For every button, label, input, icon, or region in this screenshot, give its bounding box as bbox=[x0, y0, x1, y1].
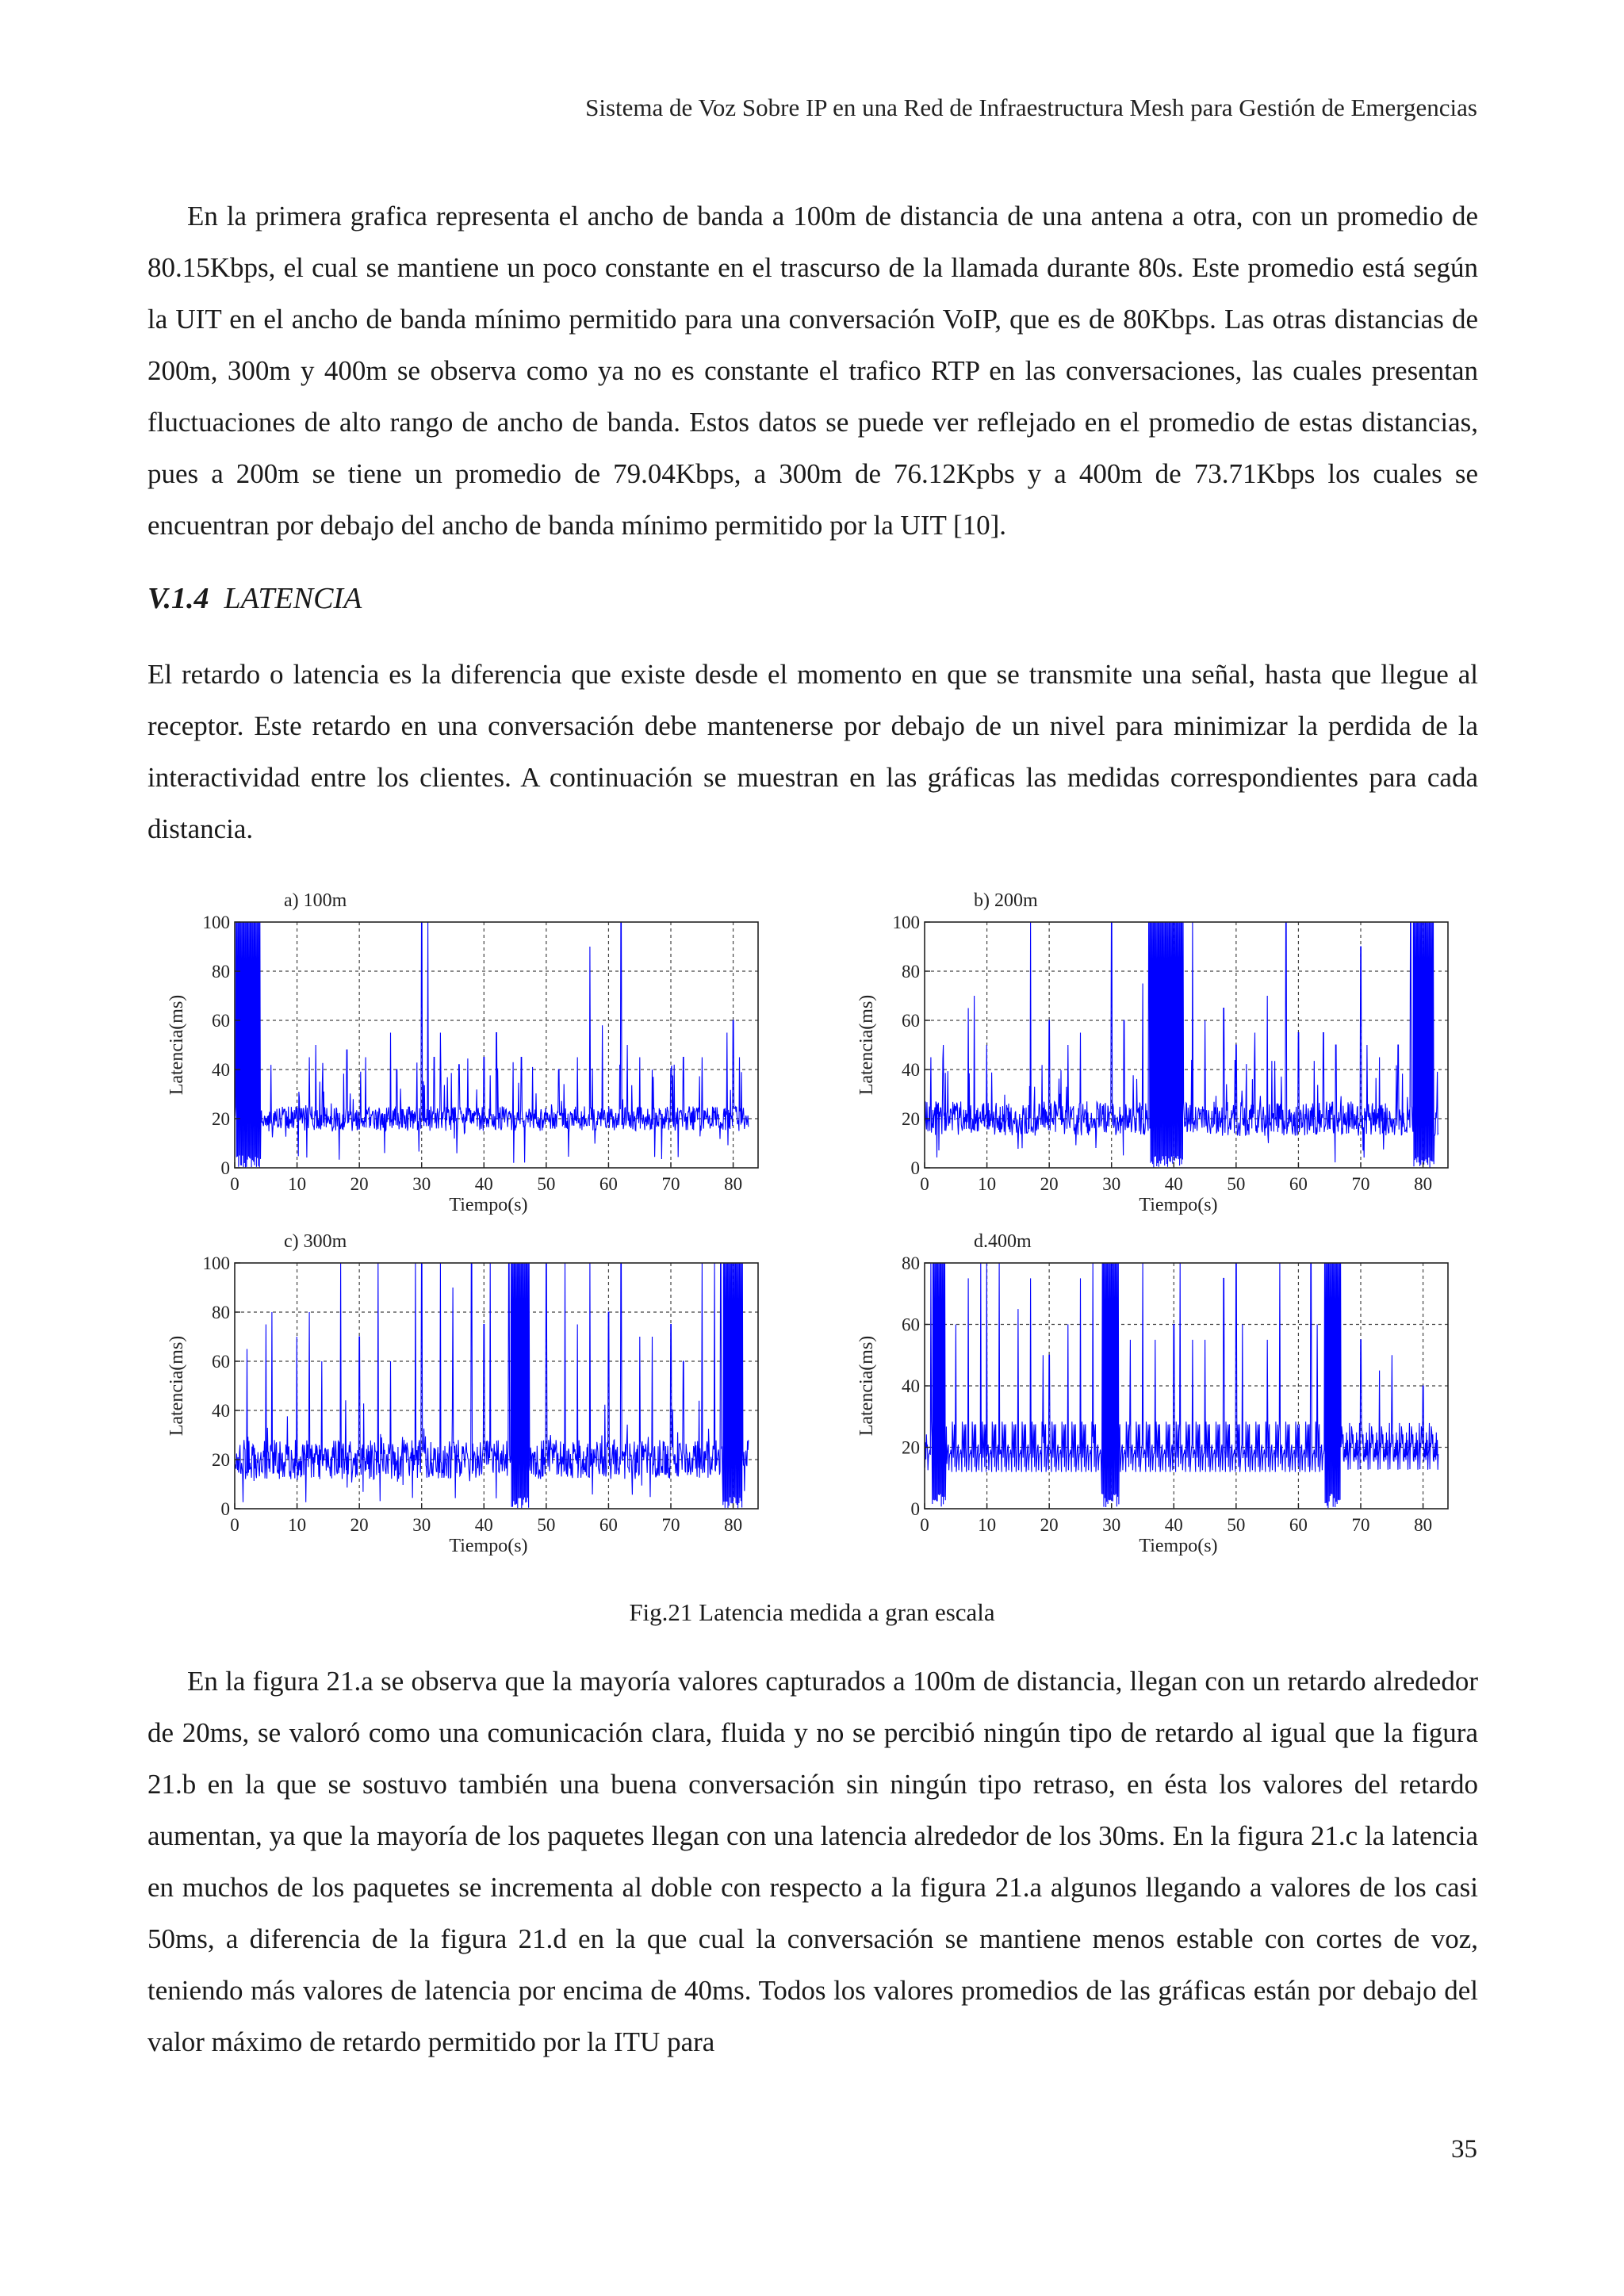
figure-21 bbox=[159, 868, 1475, 1566]
running-header: Sistema de Voz Sobre IP en una Red de Infraestructura Mesh para Gestión de Emergencias bbox=[585, 94, 1477, 121]
x-tick-label: 50 bbox=[537, 1515, 556, 1535]
x-tick-label: 10 bbox=[978, 1174, 997, 1194]
x-tick-label: 70 bbox=[1351, 1174, 1370, 1194]
x-tick-label: 30 bbox=[1102, 1174, 1121, 1194]
y-tick-label: 40 bbox=[212, 1060, 230, 1080]
y-tick-label: 60 bbox=[902, 1314, 920, 1335]
y-tick-label: 20 bbox=[212, 1450, 230, 1470]
chart-panel-1 bbox=[167, 890, 758, 1215]
chart-panel-3 bbox=[167, 1231, 758, 1556]
x-tick-label: 10 bbox=[288, 1515, 307, 1535]
y-tick-label: 20 bbox=[902, 1437, 920, 1458]
y-tick-label: 0 bbox=[220, 1499, 230, 1519]
y-tick-label: 40 bbox=[902, 1376, 920, 1396]
x-tick-label: 30 bbox=[412, 1174, 431, 1194]
x-tick-label: 80 bbox=[1414, 1174, 1433, 1194]
y-tick-label: 80 bbox=[902, 962, 920, 982]
x-tick-label: 50 bbox=[537, 1174, 556, 1194]
x-axis-label: Tiempo(s) bbox=[449, 1536, 528, 1556]
y-tick-label: 100 bbox=[892, 913, 920, 932]
paragraph-latency-analysis: En la figura 21.a se observa que la mayoría valores capturados a 100m de distancia, llegan con un retardo alrededor de 20ms, se valoró como una comunicación clara, fluida y no se percibió ningún tipo de retardo al igual que la figura 21.b en la que se sostuvo también una buena conversación sin ningún tipo retraso, en ésta los valores del retardo aumentan, ya que la mayoría de los paquetes llegan con una latencia alrededor de los 30ms. En la figura 21.c la latencia en muchos de los paquetes se incrementa al doble con respecto a la figura 21.a algunos llegando a valores de los casi 50ms, a diferencia de la figura 21.d en la que cual la conversación se mantiene menos estable con cortes de voz, teniendo más valores de latencia por encima de 40ms. Todos los valores promedios de las gráficas están por debajo del valor máximo de retardo permitido por la ITU para bbox=[147, 1666, 1478, 2057]
y-tick-label: 20 bbox=[212, 1109, 230, 1129]
paragraph-bandwidth: En la primera grafica representa el ancho de banda a 100m de distancia de una antena a otra, con un promedio de 80.15Kbps, el cual se mantiene un poco constante en el trascurso de la llamada durante 80s. Este promedio está según la UIT en el ancho de banda mínimo permitido para una conversación VoIP, que es de 80Kbps. Las otras distancias de 200m, 300m y 400m se observa como ya no es constante el trafico RTP en las conversaciones, las cuales presentan fluctuaciones de alto rango de ancho de banda. Estos datos se puede ver reflejado en el promedio de estas distancias, pues a 200m se tiene un promedio de 79.04Kbps, a 300m de 76.12Kpbs y a 400m de 73.71Kbps los cuales se encuentran por debajo del ancho de banda mínimo permitido por la UIT [10]. bbox=[147, 201, 1478, 541]
y-tick-label: 80 bbox=[212, 962, 230, 982]
y-axis-label: Latencia(ms) bbox=[167, 1335, 187, 1437]
x-tick-label: 70 bbox=[661, 1174, 680, 1194]
x-tick-label: 40 bbox=[1164, 1515, 1183, 1535]
x-tick-label: 40 bbox=[474, 1174, 493, 1194]
x-tick-label: 70 bbox=[1351, 1515, 1370, 1535]
section-number: V.1.4 bbox=[147, 582, 209, 615]
chart-title: d.400m bbox=[974, 1231, 1032, 1252]
y-tick-label: 60 bbox=[212, 1352, 230, 1372]
x-tick-label: 80 bbox=[724, 1515, 743, 1535]
latency-charts bbox=[159, 868, 1475, 1566]
x-tick-label: 30 bbox=[412, 1515, 431, 1535]
x-tick-label: 60 bbox=[599, 1174, 618, 1194]
x-tick-label: 60 bbox=[1289, 1174, 1308, 1194]
plot-area bbox=[925, 922, 1448, 1168]
x-tick-label: 20 bbox=[350, 1174, 369, 1194]
section-heading bbox=[147, 581, 362, 616]
x-tick-label: 60 bbox=[1289, 1515, 1308, 1535]
section-title: LATENCIA bbox=[224, 582, 362, 615]
figure-caption: Fig.21 Latencia medida a gran escala bbox=[629, 1598, 995, 1626]
y-tick-label: 80 bbox=[902, 1253, 920, 1273]
y-tick-label: 0 bbox=[220, 1158, 230, 1178]
chart-panel-4 bbox=[856, 1231, 1448, 1556]
x-tick-label: 20 bbox=[350, 1515, 369, 1535]
y-axis-label: Latencia(ms) bbox=[856, 1335, 877, 1437]
chart-title: c) 300m bbox=[284, 1231, 347, 1252]
x-tick-label: 10 bbox=[978, 1515, 997, 1535]
x-tick-label: 50 bbox=[1227, 1174, 1246, 1194]
paragraph-latency-intro: El retardo o latencia es la diferencia que existe desde el momento en que se transmite una señal, hasta que llegue al receptor. Este retardo en una conversación debe mantenerse por debajo de un nivel para minimizar la perdida de la interactividad entre los clientes. A continuación se muestran en las gráficas las medidas correspondientes para cada distancia. bbox=[147, 659, 1478, 844]
page-number: 35 bbox=[1451, 2135, 1477, 2164]
x-tick-label: 0 bbox=[230, 1515, 239, 1535]
y-axis-label: Latencia(ms) bbox=[856, 994, 877, 1096]
y-tick-label: 60 bbox=[902, 1011, 920, 1031]
x-tick-label: 0 bbox=[920, 1174, 929, 1194]
x-tick-label: 10 bbox=[288, 1174, 307, 1194]
x-tick-label: 0 bbox=[230, 1174, 239, 1194]
y-tick-label: 40 bbox=[212, 1401, 230, 1421]
x-tick-label: 60 bbox=[599, 1515, 618, 1535]
y-tick-label: 0 bbox=[910, 1158, 920, 1178]
y-tick-label: 80 bbox=[212, 1303, 230, 1322]
x-tick-label: 20 bbox=[1040, 1174, 1059, 1194]
x-axis-label: Tiempo(s) bbox=[449, 1195, 528, 1215]
chart-title: a) 100m bbox=[284, 890, 347, 911]
x-tick-label: 80 bbox=[1414, 1515, 1433, 1535]
x-tick-label: 0 bbox=[920, 1515, 929, 1535]
y-tick-label: 40 bbox=[902, 1060, 920, 1080]
y-tick-label: 100 bbox=[202, 913, 230, 932]
y-tick-label: 100 bbox=[202, 1253, 230, 1273]
x-axis-label: Tiempo(s) bbox=[1139, 1536, 1218, 1556]
x-tick-label: 20 bbox=[1040, 1515, 1059, 1535]
x-tick-label: 70 bbox=[661, 1515, 680, 1535]
x-tick-label: 50 bbox=[1227, 1515, 1246, 1535]
x-tick-label: 40 bbox=[474, 1515, 493, 1535]
y-tick-label: 60 bbox=[212, 1011, 230, 1031]
x-axis-label: Tiempo(s) bbox=[1139, 1195, 1218, 1215]
x-tick-label: 80 bbox=[724, 1174, 743, 1194]
y-tick-label: 20 bbox=[902, 1109, 920, 1129]
x-tick-label: 40 bbox=[1164, 1174, 1183, 1194]
x-tick-label: 30 bbox=[1102, 1515, 1121, 1535]
y-tick-label: 0 bbox=[910, 1499, 920, 1519]
y-axis-label: Latencia(ms) bbox=[167, 994, 187, 1096]
chart-panel-2 bbox=[856, 890, 1448, 1215]
chart-title: b) 200m bbox=[974, 890, 1038, 911]
